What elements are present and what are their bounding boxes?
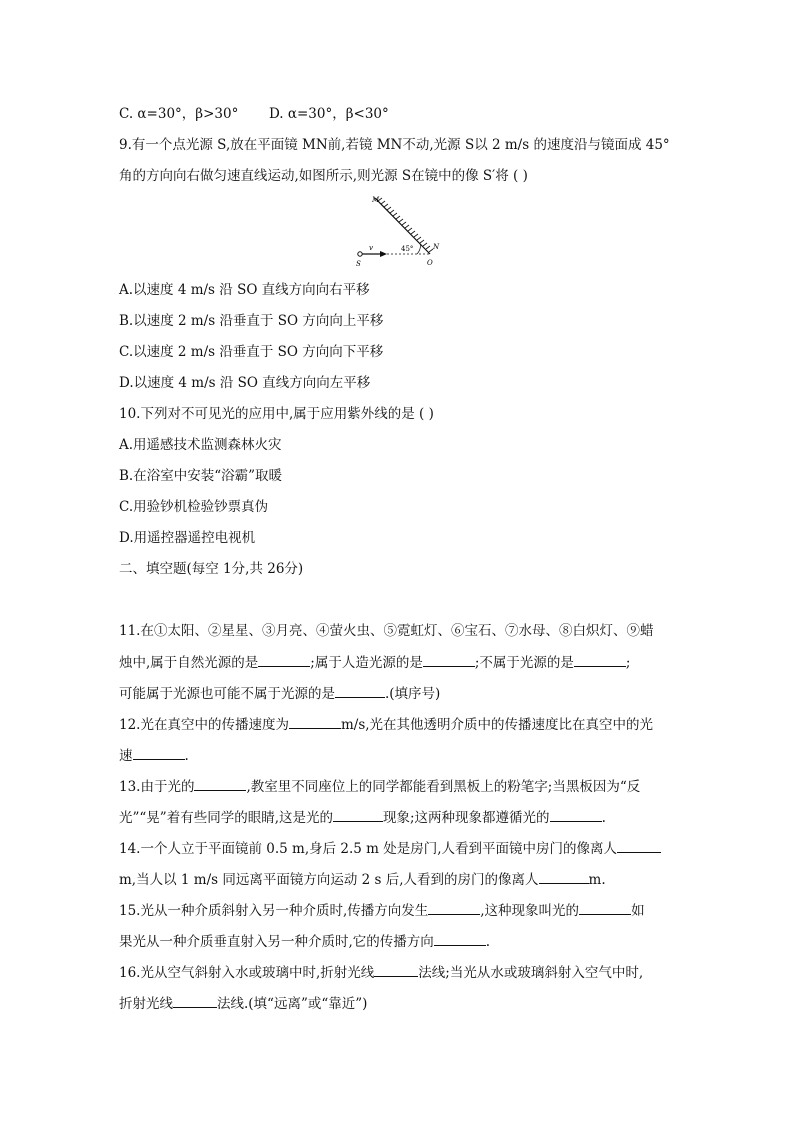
- q16-text-b: 法线;当光从水或玻璃斜射入空气中时,: [418, 965, 644, 981]
- q14-line1: [119, 838, 661, 859]
- blank: [335, 683, 385, 698]
- q11-line3: [119, 683, 440, 704]
- blank: [133, 745, 185, 760]
- mirror-diagram-svg: [345, 192, 455, 272]
- q9-option-c: C.以速度 2 m/s 沿垂直于 SO 方向向下平移: [119, 344, 384, 360]
- q13-text-c: 光”“晃”着有些同学的眼睛,这是光的: [119, 810, 333, 826]
- label-v: v: [369, 244, 373, 252]
- q15-text-c: 如: [631, 903, 645, 919]
- label-o: O: [427, 259, 433, 267]
- q11-text-g: .(填序号): [385, 686, 441, 702]
- q11-text-b: 烛中,属于自然光源的是: [119, 655, 259, 671]
- point-source: [358, 252, 362, 256]
- q9-option-d: D.以速度 4 m/s 沿 SO 直线方向向左平移: [119, 375, 371, 391]
- q11-text-c: ;属于人造光源的是: [310, 655, 423, 671]
- q16-text-c: 折射光线: [119, 996, 173, 1012]
- q12-line1: [119, 714, 653, 735]
- section-title: 二、填空题(每空 1分,共 26分): [119, 561, 304, 577]
- label-s: S: [356, 260, 361, 268]
- q13-line2: [119, 807, 606, 828]
- blank: [550, 807, 602, 822]
- q12-line2: [119, 745, 189, 766]
- q10-option-a: A.用遥感技术监测森林火灾: [119, 437, 282, 453]
- blank: [617, 838, 661, 853]
- q12-text-d: .: [184, 748, 189, 764]
- q13-text-b: ,教室里不同座位上的同学都能看到黑板上的粉笔字;当黑板因为“反: [246, 779, 641, 795]
- blank: [574, 652, 626, 667]
- q15-text-b: ,这种现象叫光的: [480, 903, 580, 919]
- blank: [333, 807, 383, 822]
- q14-text-c: m.: [588, 872, 606, 888]
- q12-text-a: 12.光在真空中的传播速度为: [119, 717, 289, 733]
- q15-text-d: 果光从一种介质垂直射入另一种介质时,它的传播方向: [119, 934, 434, 950]
- q10-option-c: C.用验钞机检验钞票真伪: [119, 499, 269, 515]
- blank: [194, 776, 246, 791]
- q14-line2: [119, 869, 606, 890]
- q13-line1: [119, 776, 640, 797]
- label-n: N: [433, 243, 440, 251]
- blank: [374, 962, 418, 977]
- q12-text-b: m/s,光在其他透明介质中的传播速度比在真空中的光: [340, 717, 654, 733]
- q9-stem-line1: 9.有一个点光源 S,放在平面镜 MN前,若镜 MN不动,光源 S以 2 m/s 的速度沿与镜面成 45°: [119, 137, 670, 153]
- blank: [289, 714, 341, 729]
- q10-option-b: B.在浴室中安装“浴霸”取暖: [119, 468, 283, 484]
- q16-line1: [119, 962, 643, 983]
- q13-text-e: .: [601, 810, 606, 826]
- q13-text-d: 现象;这两种现象都遵循光的: [383, 810, 550, 826]
- blank: [173, 993, 217, 1008]
- mirror-diagram: [345, 192, 455, 272]
- blank: [579, 900, 631, 915]
- blank: [539, 869, 589, 884]
- blank: [423, 652, 475, 667]
- q8-options: [119, 104, 389, 124]
- q15-text-e: .: [485, 934, 491, 950]
- q14-text-b: m,当人以 1 m/s 同远离平面镜方向运动 2 s 后,人看到的房门的像离人: [119, 872, 539, 888]
- q15-line2: [119, 931, 490, 952]
- q15-text-a: 15.光从一种介质斜射入另一种介质时,传播方向发生: [119, 903, 429, 919]
- q8-option-c: C. α=30°，β>30°: [119, 106, 239, 122]
- q10-stem: 10.下列对不可见光的应用中,属于应用紫外线的是 ( ): [119, 406, 434, 422]
- q10-option-d: D.用遥控器遥控电视机: [119, 530, 256, 546]
- q14-text-a: 14.一个人立于平面镜前 0.5 m,身后 2.5 m 处是房门,人看到平面镜中房门的像离人: [119, 841, 618, 857]
- q16-text-a: 16.光从空气斜射入水或玻璃中时,折射光线: [119, 965, 375, 981]
- blank: [258, 652, 310, 667]
- q16-line2: [119, 993, 367, 1014]
- q11-line2: [119, 652, 630, 673]
- blank: [428, 900, 480, 915]
- q12-text-c: 速: [119, 748, 133, 764]
- blank: [434, 931, 486, 946]
- q8-option-d: D. α=30°，β<30°: [268, 106, 389, 122]
- q9-option-b: B.以速度 2 m/s 沿垂直于 SO 方向向上平移: [119, 313, 384, 329]
- q15-line1: [119, 900, 645, 921]
- q9-option-a: A.以速度 4 m/s 沿 SO 直线方向向右平移: [119, 282, 370, 298]
- q11-text-e: ;: [625, 655, 631, 671]
- label-m: M: [372, 196, 380, 204]
- q16-text-d: 法线.(填“远离”或“靠近”): [217, 996, 368, 1012]
- angle-label: 45°: [401, 245, 414, 253]
- q11-line1: 11.在①太阳、②星星、③月亮、④萤火虫、⑤霓虹灯、⑥宝石、⑦水母、⑧白炽灯、⑨蜡: [119, 623, 654, 639]
- q11-text-d: ;不属于光源的是: [474, 655, 574, 671]
- q11-text-f: 可能属于光源也可能不属于光源的是: [119, 686, 335, 702]
- q13-text-a: 13.由于光的: [119, 779, 195, 795]
- q9-stem-line2: 角的方向向右做匀速直线运动,如图所示,则光源 S在镜中的像 S′将 ( ): [119, 168, 528, 184]
